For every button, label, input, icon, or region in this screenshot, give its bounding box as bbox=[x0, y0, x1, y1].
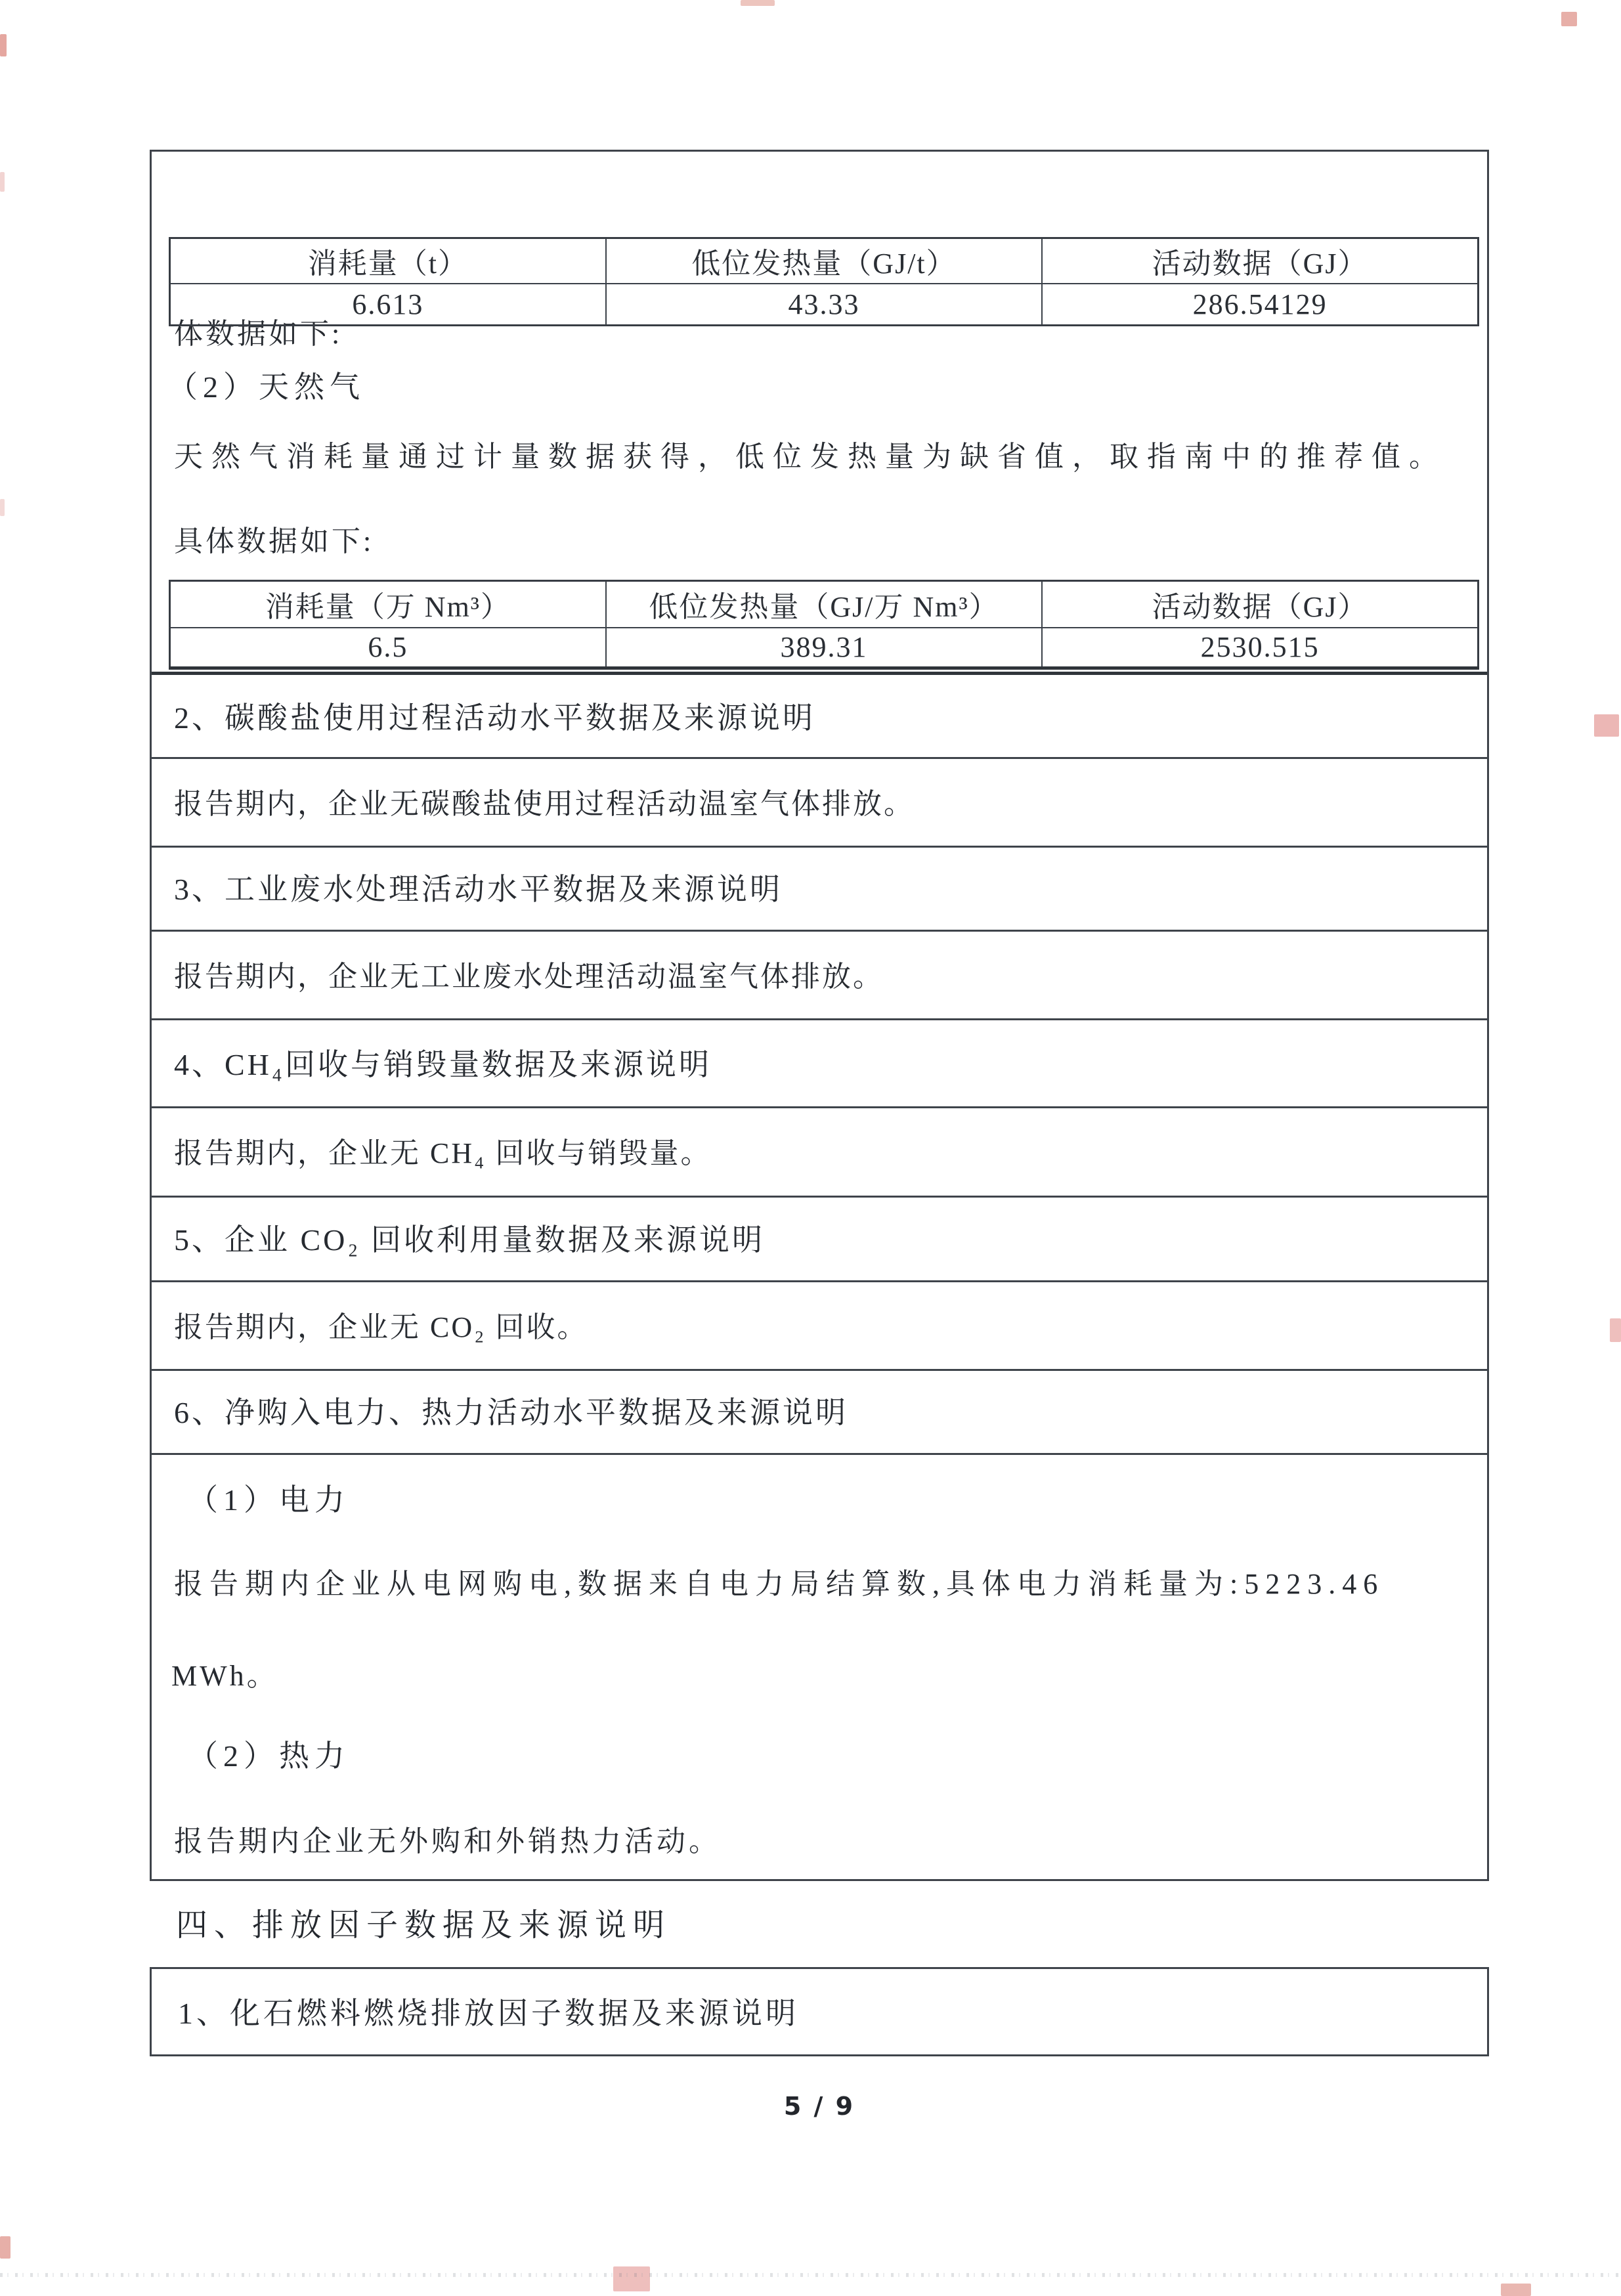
section-wastewater-body-row bbox=[152, 930, 1487, 1018]
section-ch4-title-row bbox=[152, 1018, 1487, 1106]
table-header-cell: 活动数据（GJ） bbox=[1042, 581, 1478, 628]
table-value-cell: 43.33 bbox=[606, 284, 1042, 326]
activity-data-box bbox=[150, 150, 1489, 1881]
scan-artifact-mark bbox=[613, 2266, 650, 2291]
table-header-cell: 消耗量（t） bbox=[170, 238, 606, 284]
scan-artifact-mark bbox=[0, 34, 7, 56]
table-header-cell: 低位发热量（GJ/t） bbox=[606, 238, 1042, 284]
table-value-cell: 6.613 bbox=[170, 284, 606, 326]
table-value-cell: 6.5 bbox=[170, 628, 606, 668]
table-header-row bbox=[170, 581, 1479, 628]
page-number: 5 / 9 bbox=[783, 2092, 855, 2121]
table-value-cell: 286.54129 bbox=[1042, 284, 1478, 326]
section-title: 2、碳酸盐使用过程活动水平数据及来源说明 bbox=[174, 701, 815, 735]
scan-artifact-mark bbox=[1501, 2284, 1531, 2296]
power-body-line2: MWh。 bbox=[171, 1660, 278, 1692]
section-co2-title-row bbox=[152, 1196, 1487, 1280]
table-header-cell: 消耗量（万 Nm³） bbox=[170, 581, 606, 628]
section-body: 报告期内，企业无工业废水处理活动温室气体排放。 bbox=[174, 961, 884, 993]
section-ch4-body-row bbox=[152, 1106, 1487, 1196]
scan-artifact-mark bbox=[0, 2236, 11, 2259]
heat-subtitle: （2）热力 bbox=[188, 1739, 350, 1773]
scan-artifact-mark bbox=[741, 0, 775, 6]
table-value-row bbox=[170, 628, 1479, 668]
power-subtitle: （1）电力 bbox=[188, 1483, 350, 1517]
heat-body: 报告期内企业无外购和外销热力活动。 bbox=[174, 1825, 721, 1857]
section-power-heat-detail-row bbox=[152, 1453, 1487, 1883]
scan-artifact-mark bbox=[1594, 714, 1619, 737]
part4-heading: 四、排放因子数据及来源说明 bbox=[176, 1908, 672, 1943]
section-body: 报告期内，企业无 CO₂ 回收。 bbox=[174, 1311, 588, 1343]
section-body: 报告期内，企业无碳酸盐使用过程活动温室气体排放。 bbox=[174, 788, 915, 820]
section-title: 4、CH₄回收与销毁量数据及来源说明 bbox=[174, 1048, 712, 1081]
continued-intro-text: 体数据如下: bbox=[174, 318, 343, 350]
section-carbonate-body-row bbox=[152, 757, 1487, 846]
scan-artifact-mark bbox=[0, 499, 5, 516]
section-wastewater-title-row bbox=[152, 846, 1487, 930]
scan-artifact-mark bbox=[1561, 12, 1577, 26]
table-value-row bbox=[170, 284, 1479, 326]
scan-artifact-mark bbox=[0, 172, 5, 192]
table-header-cell: 低位发热量（GJ/万 Nm³） bbox=[606, 581, 1042, 628]
fossil-factor-title: 1、化石燃料燃烧排放因子数据及来源说明 bbox=[178, 1997, 799, 2030]
natural-gas-subtitle: （2）天然气 bbox=[167, 370, 365, 404]
power-body-line1: 报告期内企业从电网购电,数据来自电力局结算数,具体电力消耗量为:5223.46 bbox=[174, 1568, 1385, 1600]
table-value-cell: 2530.515 bbox=[1042, 628, 1478, 668]
coal-data-table bbox=[169, 237, 1479, 326]
emission-factor-box bbox=[150, 1967, 1489, 2056]
section-body: 报告期内，企业无 CH₄ 回收与销毁量。 bbox=[174, 1137, 712, 1169]
natural-gas-data-table bbox=[169, 580, 1479, 670]
table-header-row bbox=[170, 238, 1479, 284]
section-power-heat-title-row bbox=[152, 1369, 1487, 1453]
section-title: 5、企业 CO₂ 回收利用量数据及来源说明 bbox=[174, 1223, 765, 1257]
table-header-cell: 活动数据（GJ） bbox=[1042, 238, 1478, 284]
natural-gas-description: 天然气消耗量通过计量数据获得，低位发热量为缺省值，取指南中的推荐值。 bbox=[174, 441, 1446, 473]
section-carbonate-title-row bbox=[152, 672, 1487, 757]
section-title: 6、净购入电力、热力活动水平数据及来源说明 bbox=[174, 1396, 848, 1429]
section-co2-body-row bbox=[152, 1280, 1487, 1369]
scan-artifact-mark bbox=[1610, 1318, 1621, 1342]
section-title: 3、工业废水处理活动水平数据及来源说明 bbox=[174, 873, 783, 906]
scan-noise-strip bbox=[0, 2273, 1621, 2277]
table-value-cell: 389.31 bbox=[606, 628, 1042, 668]
gas-data-intro-text: 具体数据如下: bbox=[174, 525, 374, 557]
